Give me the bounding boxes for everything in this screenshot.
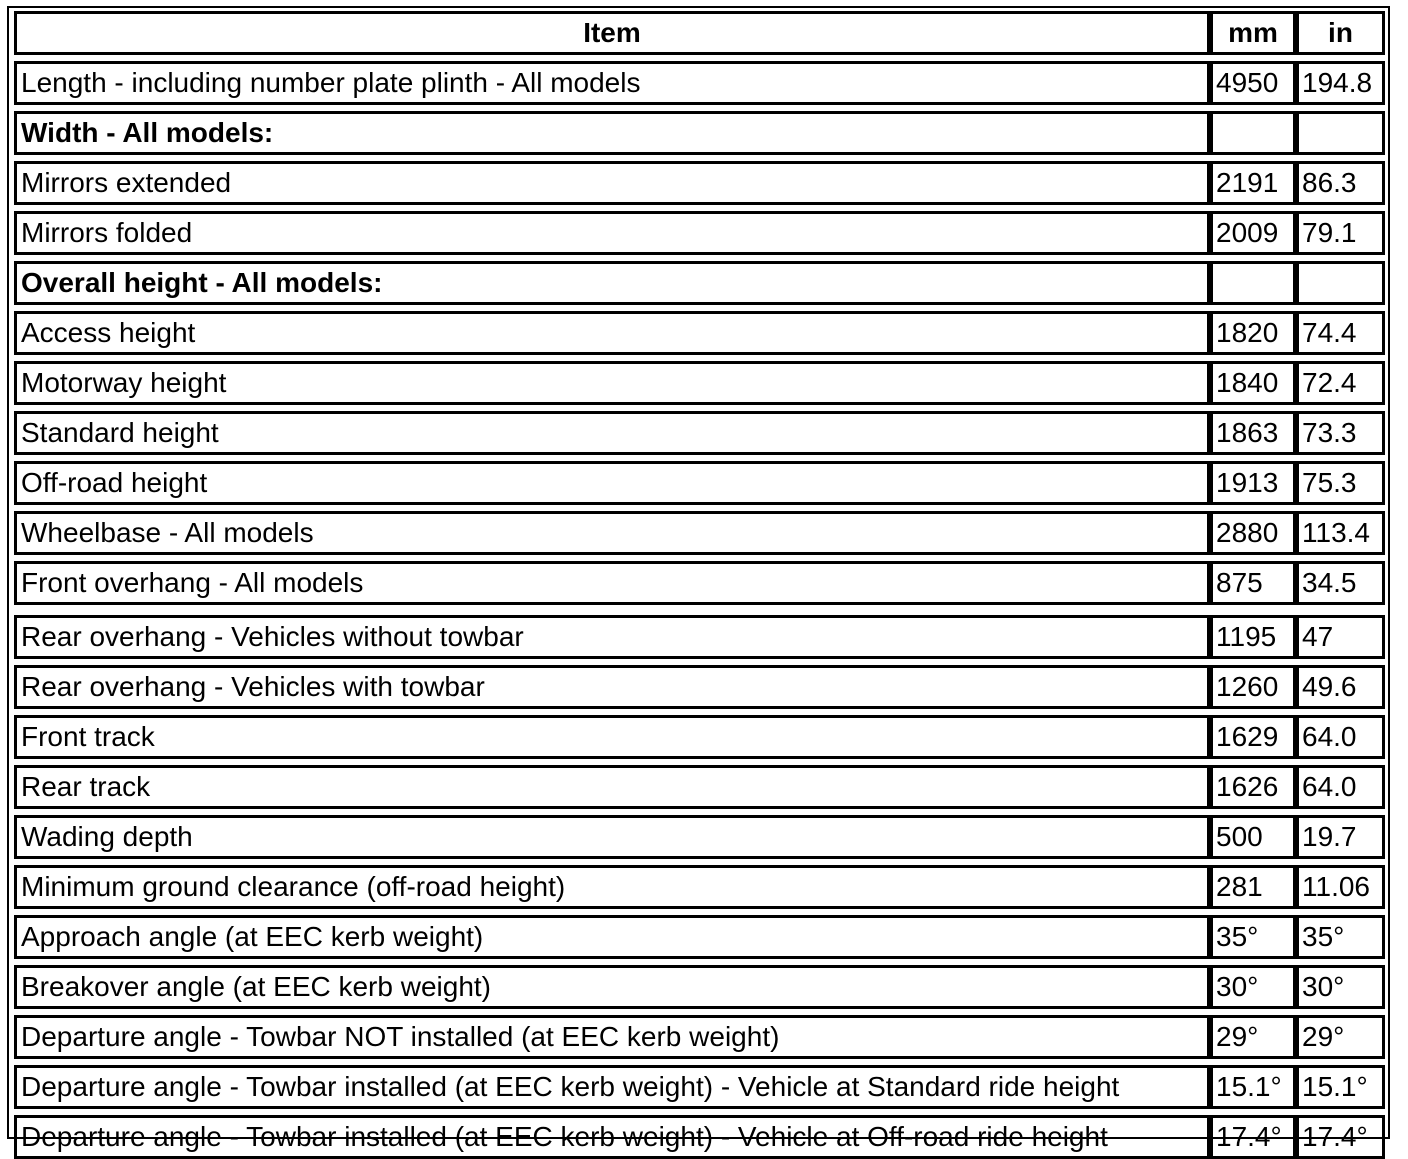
cell-item: Motorway height xyxy=(14,361,1210,405)
cell-mm: 1629 xyxy=(1210,715,1296,759)
cell-in xyxy=(1296,261,1385,305)
cell-mm: 1260 xyxy=(1210,665,1296,709)
cell-item: Length - including number plate plinth - All models xyxy=(14,61,1210,105)
table-row xyxy=(14,765,1385,809)
cell-item: Mirrors extended xyxy=(14,161,1210,205)
table-row xyxy=(14,361,1385,405)
cell-in: 113.4 xyxy=(1296,511,1385,555)
cell-mm: 17.4° xyxy=(1210,1115,1296,1159)
cell-in: 49.6 xyxy=(1296,665,1385,709)
cell-in: 64.0 xyxy=(1296,765,1385,809)
cell-in: 19.7 xyxy=(1296,815,1385,859)
cell-item: Rear overhang - Vehicles without towbar xyxy=(14,615,1210,659)
table-row xyxy=(14,1065,1385,1109)
cell-mm: 1913 xyxy=(1210,461,1296,505)
cell-in: 29° xyxy=(1296,1015,1385,1059)
table-row xyxy=(14,915,1385,959)
cell-item: Standard height xyxy=(14,411,1210,455)
cell-mm: 1863 xyxy=(1210,411,1296,455)
row-gap xyxy=(14,605,1385,615)
cell-mm: 1195 xyxy=(1210,615,1296,659)
table-row xyxy=(14,1015,1385,1059)
table-row xyxy=(14,411,1385,455)
table-row xyxy=(14,561,1385,605)
cell-in: 15.1° xyxy=(1296,1065,1385,1109)
table-row xyxy=(14,111,1385,155)
cell-item: Rear overhang - Vehicles with towbar xyxy=(14,665,1210,709)
cell-in: 73.3 xyxy=(1296,411,1385,455)
cell-mm: 2009 xyxy=(1210,211,1296,255)
header-in: in xyxy=(1296,11,1385,55)
cell-in: 75.3 xyxy=(1296,461,1385,505)
table-row xyxy=(14,61,1385,105)
table-row xyxy=(14,965,1385,1009)
table-row xyxy=(14,161,1385,205)
cell-in xyxy=(1296,111,1385,155)
cell-mm: 1626 xyxy=(1210,765,1296,809)
cell-mm: 1840 xyxy=(1210,361,1296,405)
cell-mm xyxy=(1210,261,1296,305)
table-row xyxy=(14,615,1385,659)
cell-mm: 35° xyxy=(1210,915,1296,959)
cell-mm: 875 xyxy=(1210,561,1296,605)
cell-item: Mirrors folded xyxy=(14,211,1210,255)
cell-item: Approach angle (at EEC kerb weight) xyxy=(14,915,1210,959)
cell-in: 86.3 xyxy=(1296,161,1385,205)
cell-in: 64.0 xyxy=(1296,715,1385,759)
cell-item: Wheelbase - All models xyxy=(14,511,1210,555)
cell-item: Minimum ground clearance (off-road height) xyxy=(14,865,1210,909)
cell-item: Breakover angle (at EEC kerb weight) xyxy=(14,965,1210,1009)
cell-item: Rear track xyxy=(14,765,1210,809)
table-row xyxy=(14,311,1385,355)
cell-in: 11.06 xyxy=(1296,865,1385,909)
cell-mm: 2880 xyxy=(1210,511,1296,555)
cell-item: Departure angle - Towbar installed (at EEC kerb weight) - Vehicle at Off-road ride height xyxy=(14,1115,1210,1159)
table-row xyxy=(14,1115,1385,1159)
header-item: Item xyxy=(14,11,1210,55)
cell-mm: 281 xyxy=(1210,865,1296,909)
cell-mm: 4950 xyxy=(1210,61,1296,105)
table-row xyxy=(14,261,1385,305)
cell-item: Departure angle - Towbar NOT installed (at EEC kerb weight) xyxy=(14,1015,1210,1059)
table-row xyxy=(14,715,1385,759)
table-row xyxy=(14,865,1385,909)
cell-mm: 500 xyxy=(1210,815,1296,859)
table-row xyxy=(14,815,1385,859)
cell-mm: 30° xyxy=(1210,965,1296,1009)
cell-in: 79.1 xyxy=(1296,211,1385,255)
cell-in: 194.8 xyxy=(1296,61,1385,105)
cell-mm xyxy=(1210,111,1296,155)
cell-item: Front track xyxy=(14,715,1210,759)
table-row xyxy=(14,511,1385,555)
cell-in: 34.5 xyxy=(1296,561,1385,605)
cell-item: Access height xyxy=(14,311,1210,355)
cell-mm: 15.1° xyxy=(1210,1065,1296,1109)
cell-mm: 1820 xyxy=(1210,311,1296,355)
cell-item: Wading depth xyxy=(14,815,1210,859)
cell-in: 17.4° xyxy=(1296,1115,1385,1159)
table-row xyxy=(14,665,1385,709)
cell-in: 30° xyxy=(1296,965,1385,1009)
cell-mm: 2191 xyxy=(1210,161,1296,205)
cell-item: Width - All models: xyxy=(14,111,1210,155)
cell-in: 47 xyxy=(1296,615,1385,659)
cell-in: 72.4 xyxy=(1296,361,1385,405)
cell-item: Departure angle - Towbar installed (at EEC kerb weight) - Vehicle at Standard ride height xyxy=(14,1065,1210,1109)
cell-in: 74.4 xyxy=(1296,311,1385,355)
header-mm: mm xyxy=(1210,11,1296,55)
table-row xyxy=(14,461,1385,505)
dimensions-table xyxy=(14,11,1385,1159)
cell-item: Off-road height xyxy=(14,461,1210,505)
cell-mm: 29° xyxy=(1210,1015,1296,1059)
cell-in: 35° xyxy=(1296,915,1385,959)
table-header-row xyxy=(14,11,1385,55)
table-row xyxy=(14,211,1385,255)
cell-item: Front overhang - All models xyxy=(14,561,1210,605)
cell-item: Overall height - All models: xyxy=(14,261,1210,305)
